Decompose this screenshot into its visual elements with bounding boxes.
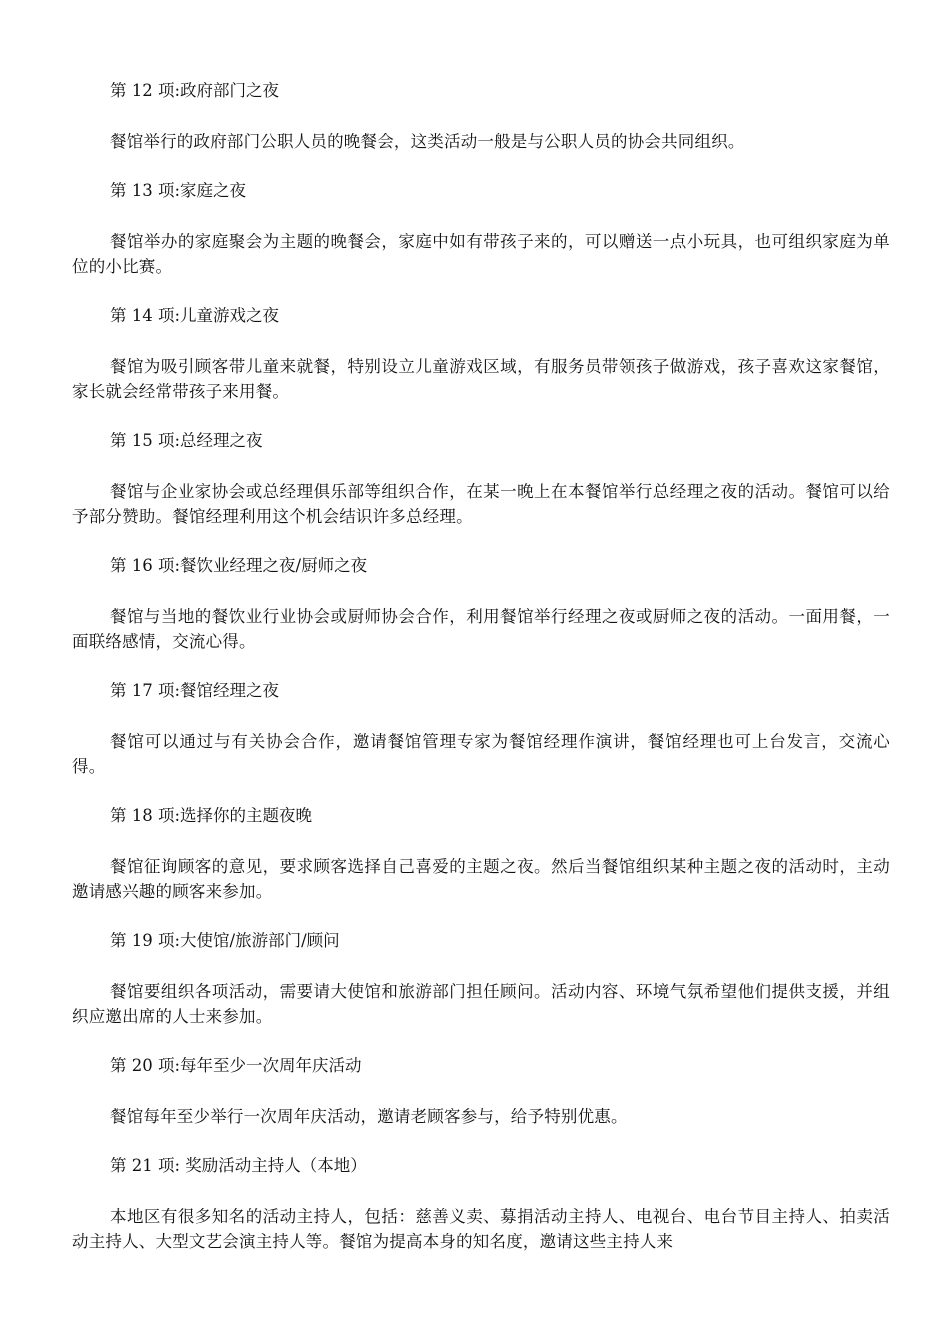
section-item-12 — [72, 79, 890, 154]
section-heading: 第 17 项:餐馆经理之夜 — [110, 681, 280, 700]
section-paragraph: 餐馆要组织各项活动，需要请大使馆和旅游部门担任顾问。活动内容、环境气氛希望他们提供支援，并组织应邀出席的人士来参加。 — [72, 982, 890, 1026]
section-paragraph: 餐馆每年至少举行一次周年庆活动，邀请老顾客参与，给予特别优惠。 — [110, 1107, 628, 1126]
section-paragraph: 餐馆与当地的餐饮业行业协会或厨师协会合作，利用餐馆举行经理之夜或厨师之夜的活动。一面用餐，一面联络感情，交流心得。 — [72, 607, 890, 651]
section-heading: 第 13 项:家庭之夜 — [110, 181, 247, 200]
section-item-20 — [72, 1054, 890, 1129]
section-paragraph: 餐馆与企业家协会或总经理俱乐部等组织合作，在某一晚上在本餐馆举行总经理之夜的活动。餐馆可以给予部分赞助。餐馆经理利用这个机会结识许多总经理。 — [72, 482, 890, 526]
section-item-17 — [72, 679, 890, 779]
section-item-16 — [72, 554, 890, 654]
section-heading: 第 18 项:选择你的主题夜晚 — [110, 806, 313, 825]
section-paragraph: 餐馆可以通过与有关协会合作，邀请餐馆管理专家为餐馆经理作演讲，餐馆经理也可上台发言，交流心得。 — [72, 732, 890, 776]
section-item-21 — [72, 1154, 890, 1254]
section-paragraph: 餐馆为吸引顾客带儿童来就餐，特别设立儿童游戏区域，有服务员带领孩子做游戏，孩子喜欢这家餐馆，家长就会经常带孩子来用餐。 — [72, 357, 890, 401]
section-heading: 第 19 项:大使馆/旅游部门/顾问 — [110, 931, 340, 950]
section-heading: 第 12 项:政府部门之夜 — [110, 81, 280, 100]
section-paragraph: 餐馆征询顾客的意见，要求顾客选择自己喜爱的主题之夜。然后当餐馆组织某种主题之夜的活动时，主动邀请感兴趣的顾客来参加。 — [72, 857, 890, 901]
section-item-14 — [72, 304, 890, 404]
section-paragraph: 餐馆举办的家庭聚会为主题的晚餐会，家庭中如有带孩子来的，可以赠送一点小玩具，也可组织家庭为单位的小比赛。 — [72, 232, 890, 276]
section-heading: 第 21 项: 奖励活动主持人（本地） — [110, 1156, 367, 1175]
section-heading: 第 20 项:每年至少一次周年庆活动 — [110, 1056, 362, 1075]
section-item-15 — [72, 429, 890, 529]
section-item-19 — [72, 929, 890, 1029]
section-item-13 — [72, 179, 890, 279]
section-heading: 第 15 项:总经理之夜 — [110, 431, 263, 450]
section-paragraph: 餐馆举行的政府部门公职人员的晚餐会，这类活动一般是与公职人员的协会共同组织。 — [110, 132, 745, 151]
section-heading: 第 14 项:儿童游戏之夜 — [110, 306, 280, 325]
section-heading: 第 16 项:餐饮业经理之夜/厨师之夜 — [110, 556, 368, 575]
section-item-18 — [72, 804, 890, 904]
section-paragraph: 本地区有很多知名的活动主持人，包括：慈善义卖、募捐活动主持人、电视台、电台节目主持人、拍卖活动主持人、大型文艺会演主持人等。餐馆为提高本身的知名度，邀请这些主持人来 — [72, 1207, 890, 1251]
